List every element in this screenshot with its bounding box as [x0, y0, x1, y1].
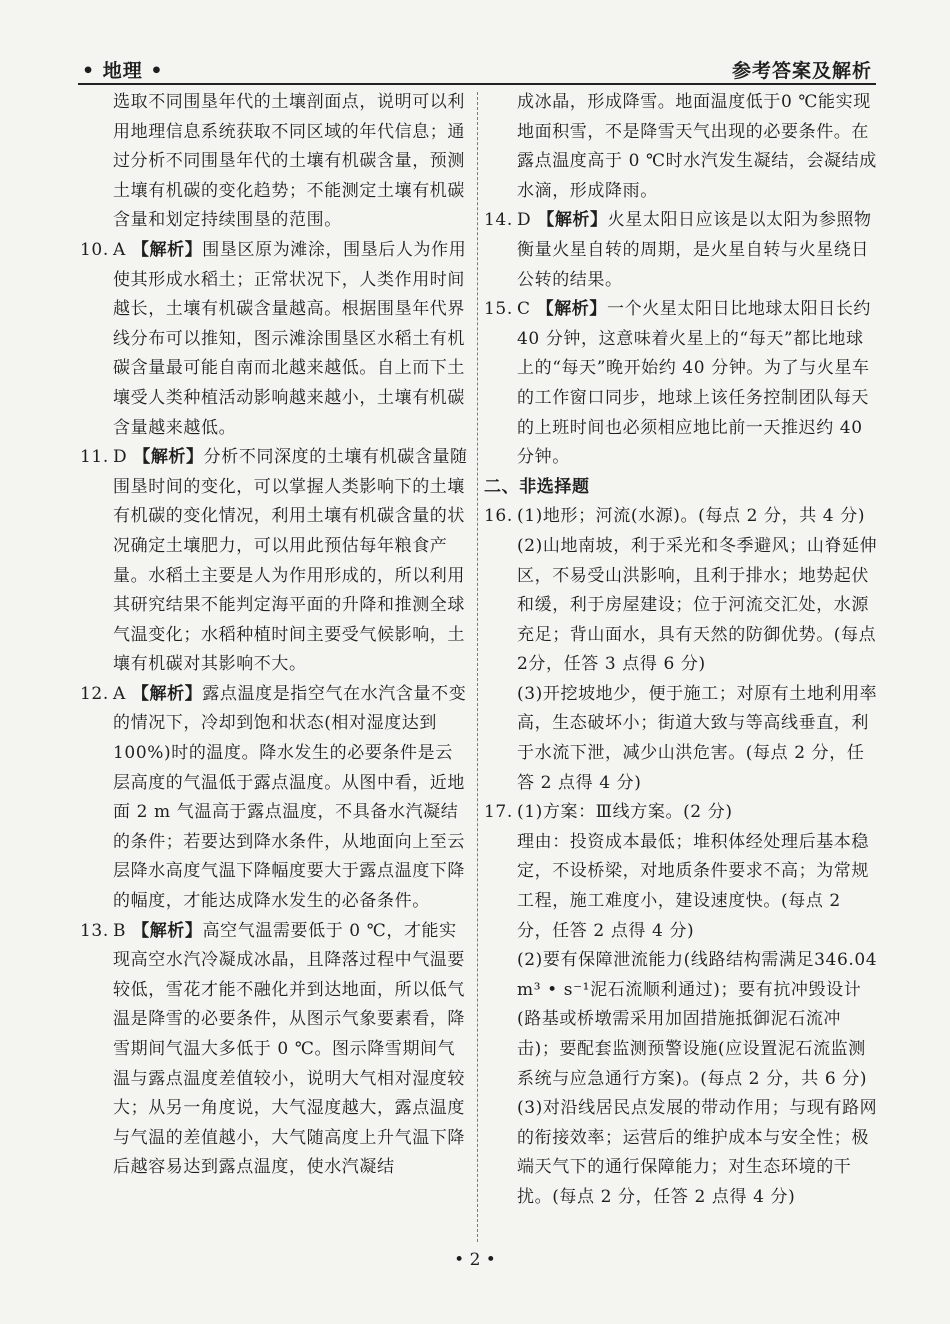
q17-part1: (1)方案：Ⅲ线方案。(2 分) [517, 802, 733, 823]
header-rule [78, 83, 876, 85]
question-number: 16. [484, 506, 513, 527]
question-number: 17. [484, 802, 513, 823]
answer-q14 [484, 206, 880, 295]
question-number: 15. [484, 299, 513, 320]
analysis-tag: 【解析】 [133, 447, 204, 468]
answer-letter: C [517, 299, 531, 320]
analysis-tag: 【解析】 [132, 920, 203, 941]
answer-q16 [484, 502, 880, 798]
answer-q11 [80, 443, 470, 680]
q16-part1: (1)地形；河流(水源)。(每点 2 分，共 4 分) [517, 506, 866, 527]
answer-q15 [484, 295, 880, 473]
subject-header: • 地理 • [82, 60, 164, 82]
answer-letter: D [517, 210, 532, 231]
analysis-text: 露点温度是指空气在水汽含量不变的情况下，冷却到饱和状态(相对湿度达到100%)时的温度。降水发生的必要条件是云层高度的气温低于露点温度。从图中看，近地面 2 m 气温高于露点温度，不具备水汽凝结的条件；若要达到降水条件，从地面向上至云层降水高度气温下降幅度要大于露点温度下降的幅度，才能达成降水发生的必备条件。 [113, 683, 467, 912]
analysis-tag: 【解析】 [131, 239, 203, 260]
q16-part2: (2)山地南坡，利于采光和冬季避风；山脊延伸区，不易受山洪影响，且利于排水；地势起伏和缓，利于房屋建设；位于河流交汇处，水源充足；背山面水，具有天然的防御优势。(每点2分，任答 3 点得 6 分) [517, 535, 878, 675]
analysis-tag: 【解析】 [537, 210, 608, 231]
answer-q17 [484, 798, 880, 1212]
answer-q10 [80, 236, 470, 443]
left-column [80, 88, 470, 1183]
analysis-text: 分析不同深度的土壤有机碳含量随围垦时间的变化，可以掌握人类影响下的土壤有机碳的变化情况，利用土壤有机碳含量的状况确定土壤肥力，可以用此预估每年粮食产量。水稻土主要是人为作用形成的，所以利用其研究结果不能判定海平面的升降和推测全球气温变化；水稻种植时间主要受气候影响，土壤有机碳对其影响不大。 [113, 447, 468, 675]
page-number: • 2 • [454, 1250, 496, 1270]
question-number: 13. [80, 920, 109, 941]
section-header: 参考答案及解析 [731, 60, 872, 82]
q17-reason: 理由：投资成本最低；堆积体经处理后基本稳定，不设桥梁，对地质条件要求不高；为常规工程，施工难度小，建设速度快。(每点 2 分，任答 2 点得 4 分) [517, 831, 869, 941]
answer-q12 [80, 680, 470, 917]
question-number: 12. [80, 683, 109, 704]
analysis-tag: 【解析】 [131, 683, 203, 704]
question-number: 14. [484, 210, 513, 231]
q9-continuation: 选取不同围垦年代的土壤剖面点，说明可以利用地理信息系统获取不同区域的年代信息；通过分析不同围垦年代的土壤有机碳含量，预测土壤有机碳的变化趋势；不能测定土壤有机碳含量和划定持续围垦的范围。 [113, 92, 465, 231]
q13-continuation: 成冰晶，形成降雪。地面温度低于0 ℃能实现地面积雪，不是降雪天气出现的必要条件。在露点温度高于 0 ℃时水汽发生凝结，会凝结成水滴，形成降雨。 [517, 92, 877, 201]
q17-part2: (2)要有保障泄流能力(线路结构需满足346.04 m³ • s⁻¹泥石流顺利通过)；要有抗冲毁设计(路基或桥墩需采用加固措施抵御泥石流冲击)；要配套监测预警设施(应设置泥石流监测系统与应急通行方案)。(每点 2 分，共 6 分) [517, 950, 878, 1089]
answer-letter: A [113, 683, 126, 704]
answer-letter: B [113, 920, 127, 941]
analysis-text: 火星太阳日应该是以太阳为参照物衡量火星自转的周期，是火星自转与火星绕日公转的结果。 [517, 210, 872, 290]
analysis-text: 高空气温需要低于 0 ℃，才能实现高空水汽冷凝成冰晶，且降落过程中气温要较低，雪花才能不融化并到达地面，所以低气温是降雪的必要条件，从图示气象要素看，降雪期间气温大多低于 0 ℃。图示降雪期间气温与露点温度差值较小，说明大气相对湿度较大；从另一角度说，大气湿度越大，露点温度与气温的差值越小，大气随高度上升气温下降后越容易达到露点温度，使水汽凝结 [113, 920, 465, 1178]
answer-letter: A [113, 239, 126, 260]
section-title: 二、非选择题 [484, 476, 590, 497]
column-divider [477, 92, 478, 1242]
analysis-tag: 【解析】 [536, 299, 608, 320]
q16-part3: (3)开挖坡地少，便于施工；对原有土地利用率高，生态破坏小；街道大致与等高线垂直，利于水流下泄，减少山洪危害。(每点 2 分，任答 2 点得 4 分) [517, 683, 878, 793]
right-column [484, 88, 880, 1213]
q17-part3: (3)对沿线居民点发展的带动作用；与现有路网的衔接效率；运营后的维护成本与安全性；极端天气下的通行保障能力；对生态环境的干扰。(每点 2 分，任答 2 点得 4 分) [517, 1098, 878, 1207]
answer-letter: D [113, 447, 128, 468]
analysis-text: 一个火星太阳日比地球太阳日长约 40 分钟，这意味着火星上的“每天”都比地球上的“每天”晚开始约 40 分钟。为了与火星车的工作窗口同步，地球上该任务控制团队每天的上班时间也必须相应地比前一天推迟约 40 分钟。 [517, 299, 872, 468]
analysis-text: 围垦区原为滩涂，围垦后人为作用使其形成水稻土；正常状况下，人类作用时间越长，土壤有机碳含量越高。根据围垦年代界线分布可以推知，图示滩涂围垦区水稻土有机碳含量最可能自南而北越来越低。自上而下土壤受人类种植活动影响越来越小，土壤有机碳含量越来越低。 [113, 239, 467, 438]
question-number: 11. [80, 447, 109, 468]
question-number: 10. [80, 239, 109, 260]
answer-q13 [80, 917, 470, 1183]
